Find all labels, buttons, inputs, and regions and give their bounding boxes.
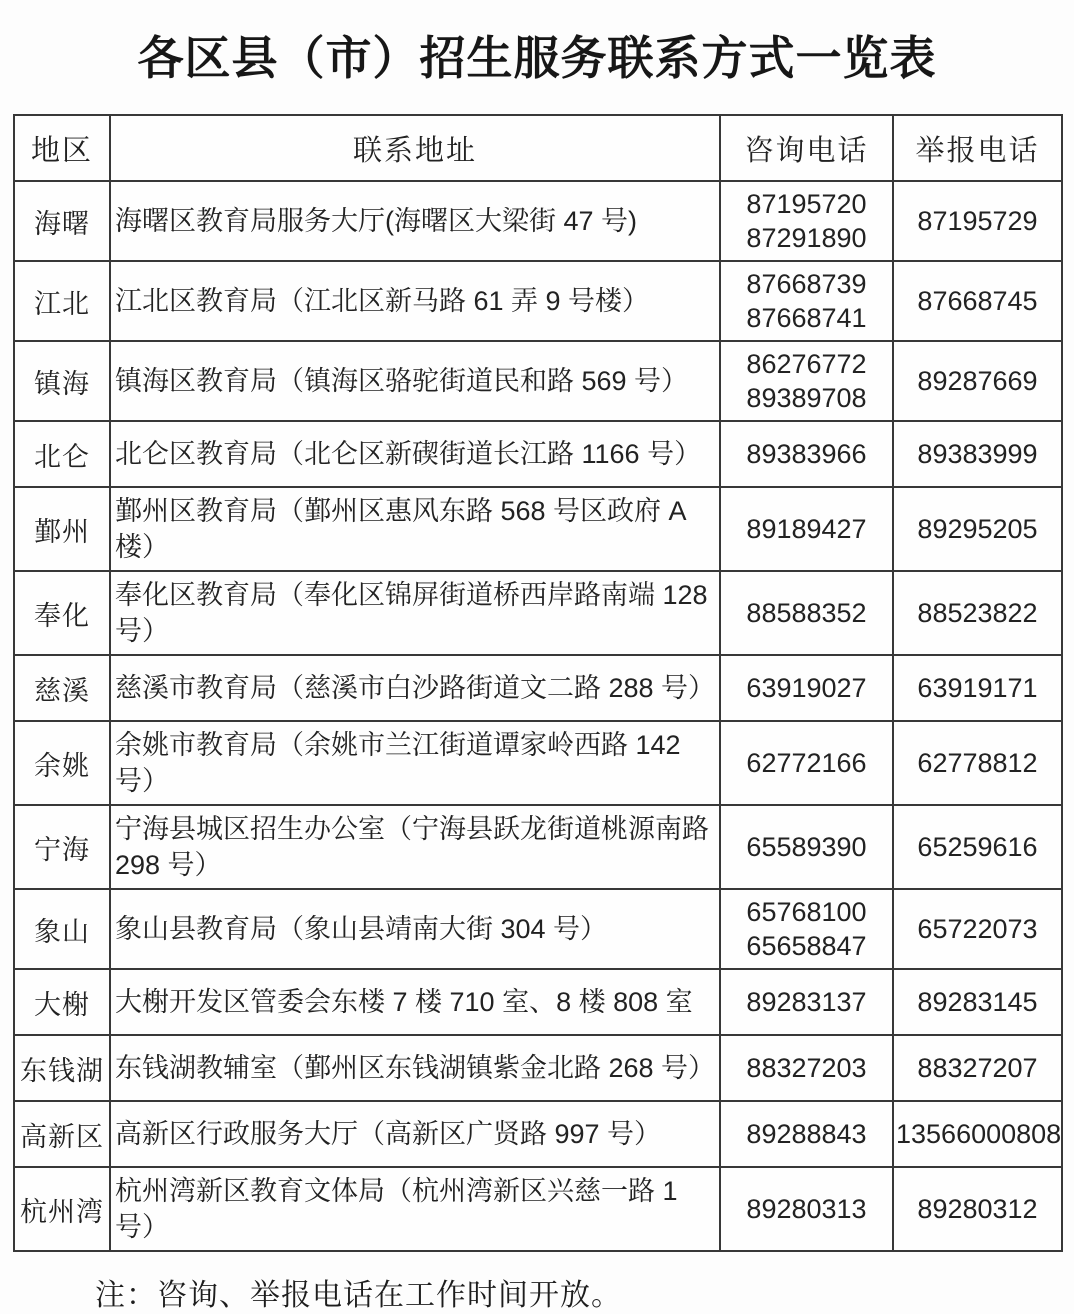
table-body [14, 181, 1062, 1251]
region-cell: 大榭 [14, 969, 110, 1035]
region-cell: 高新区 [14, 1101, 110, 1167]
report-phone-cell: 89383999 [893, 421, 1062, 487]
report-phone-cell: 88327207 [893, 1035, 1062, 1101]
region-cell: 奉化 [14, 571, 110, 655]
region-cell: 慈溪 [14, 655, 110, 721]
table-row [14, 181, 1062, 261]
phone-number: 87668739 [746, 269, 867, 299]
phone-number: 89288843 [746, 1119, 867, 1149]
table-row [14, 261, 1062, 341]
consult-phone-cell [720, 1167, 893, 1251]
address-cell: 北仑区教育局（北仑区新碶街道长江路 1166 号） [110, 421, 720, 487]
table-row [14, 721, 1062, 805]
report-phone-cell: 89283145 [893, 969, 1062, 1035]
column-header-consult-phone: 咨询电话 [720, 115, 893, 181]
address-cell: 大榭开发区管委会东楼 7 楼 710 室、8 楼 808 室 [110, 969, 720, 1035]
address-cell: 杭州湾新区教育文体局（杭州湾新区兴慈一路 1 号） [110, 1167, 720, 1251]
header-row [14, 115, 1062, 181]
report-phone-cell: 89295205 [893, 487, 1062, 571]
report-phone-cell: 89280312 [893, 1167, 1062, 1251]
report-phone-cell: 63919171 [893, 655, 1062, 721]
report-phone-cell: 13566000808 [893, 1101, 1062, 1167]
address-cell: 余姚市教育局（余姚市兰江街道谭家岭西路 142 号） [110, 721, 720, 805]
table-row [14, 1101, 1062, 1167]
consult-phone-cell [720, 1101, 893, 1167]
table-row [14, 889, 1062, 969]
region-cell: 鄞州 [14, 487, 110, 571]
region-cell: 海曙 [14, 181, 110, 261]
consult-phone-cell [720, 261, 893, 341]
table-row [14, 1035, 1062, 1101]
region-cell: 北仑 [14, 421, 110, 487]
phone-number: 63919027 [746, 673, 867, 703]
column-header-region: 地区 [14, 115, 110, 181]
consult-phone-cell [720, 181, 893, 261]
column-header-address: 联系地址 [110, 115, 720, 181]
phone-number: 87291890 [746, 223, 867, 253]
consult-phone-cell [720, 1035, 893, 1101]
page-title: 各区县（市）招生服务联系方式一览表 [137, 32, 937, 84]
phone-number: 89280313 [746, 1194, 867, 1224]
phone-number: 65768100 [746, 897, 867, 927]
phone-number: 89189427 [746, 514, 867, 544]
phone-number: 89383966 [746, 439, 867, 469]
report-phone-cell: 65259616 [893, 805, 1062, 889]
region-cell: 余姚 [14, 721, 110, 805]
consult-phone-cell [720, 721, 893, 805]
address-cell: 宁海县城区招生办公室（宁海县跃龙街道桃源南路 298 号） [110, 805, 720, 889]
consult-phone-cell [720, 889, 893, 969]
region-cell: 东钱湖 [14, 1035, 110, 1101]
table-row [14, 421, 1062, 487]
address-cell: 东钱湖教辅室（鄞州区东钱湖镇紫金北路 268 号） [110, 1035, 720, 1101]
address-cell: 高新区行政服务大厅（高新区广贤路 997 号） [110, 1101, 720, 1167]
consult-phone-cell [720, 341, 893, 421]
phone-number: 89283137 [746, 987, 867, 1017]
consult-phone-cell [720, 571, 893, 655]
address-cell: 慈溪市教育局（慈溪市白沙路街道文二路 288 号） [110, 655, 720, 721]
page [0, 22, 1074, 1312]
address-cell: 海曙区教育局服务大厅(海曙区大梁街 47 号) [110, 181, 720, 261]
address-cell: 象山县教育局（象山县靖南大街 304 号） [110, 889, 720, 969]
phone-number: 65589390 [746, 832, 867, 862]
report-phone-cell: 87195729 [893, 181, 1062, 261]
region-cell: 宁海 [14, 805, 110, 889]
phone-number: 88327203 [746, 1053, 867, 1083]
report-phone-cell: 88523822 [893, 571, 1062, 655]
table-row [14, 655, 1062, 721]
region-cell: 象山 [14, 889, 110, 969]
table-row [14, 571, 1062, 655]
consult-phone-cell [720, 487, 893, 571]
contact-table [13, 114, 1063, 1252]
report-phone-cell: 62778812 [893, 721, 1062, 805]
table-row [14, 969, 1062, 1035]
region-cell: 杭州湾 [14, 1167, 110, 1251]
phone-number: 62772166 [746, 748, 867, 778]
phone-number: 89389708 [746, 383, 867, 413]
consult-phone-cell [720, 421, 893, 487]
phone-number: 87195720 [746, 189, 867, 219]
phone-number: 88588352 [746, 598, 867, 628]
column-header-report-phone: 举报电话 [893, 115, 1062, 181]
report-phone-cell: 87668745 [893, 261, 1062, 341]
table-row [14, 805, 1062, 889]
address-cell: 鄞州区教育局（鄞州区惠风东路 568 号区政府 A 楼） [110, 487, 720, 571]
phone-number: 86276772 [746, 349, 867, 379]
address-cell: 镇海区教育局（镇海区骆驼街道民和路 569 号） [110, 341, 720, 421]
region-cell: 镇海 [14, 341, 110, 421]
address-cell: 江北区教育局（江北区新马路 61 弄 9 号楼） [110, 261, 720, 341]
footnote: 注：咨询、举报电话在工作时间开放。 [95, 1279, 622, 1312]
consult-phone-cell [720, 655, 893, 721]
table-row [14, 341, 1062, 421]
phone-number: 87668741 [746, 303, 867, 333]
phone-number: 65658847 [746, 931, 867, 961]
address-cell: 奉化区教育局（奉化区锦屏街道桥西岸路南端 128 号） [110, 571, 720, 655]
consult-phone-cell [720, 805, 893, 889]
region-cell: 江北 [14, 261, 110, 341]
table-row [14, 487, 1062, 571]
table-row [14, 1167, 1062, 1251]
consult-phone-cell [720, 969, 893, 1035]
report-phone-cell: 89287669 [893, 341, 1062, 421]
report-phone-cell: 65722073 [893, 889, 1062, 969]
